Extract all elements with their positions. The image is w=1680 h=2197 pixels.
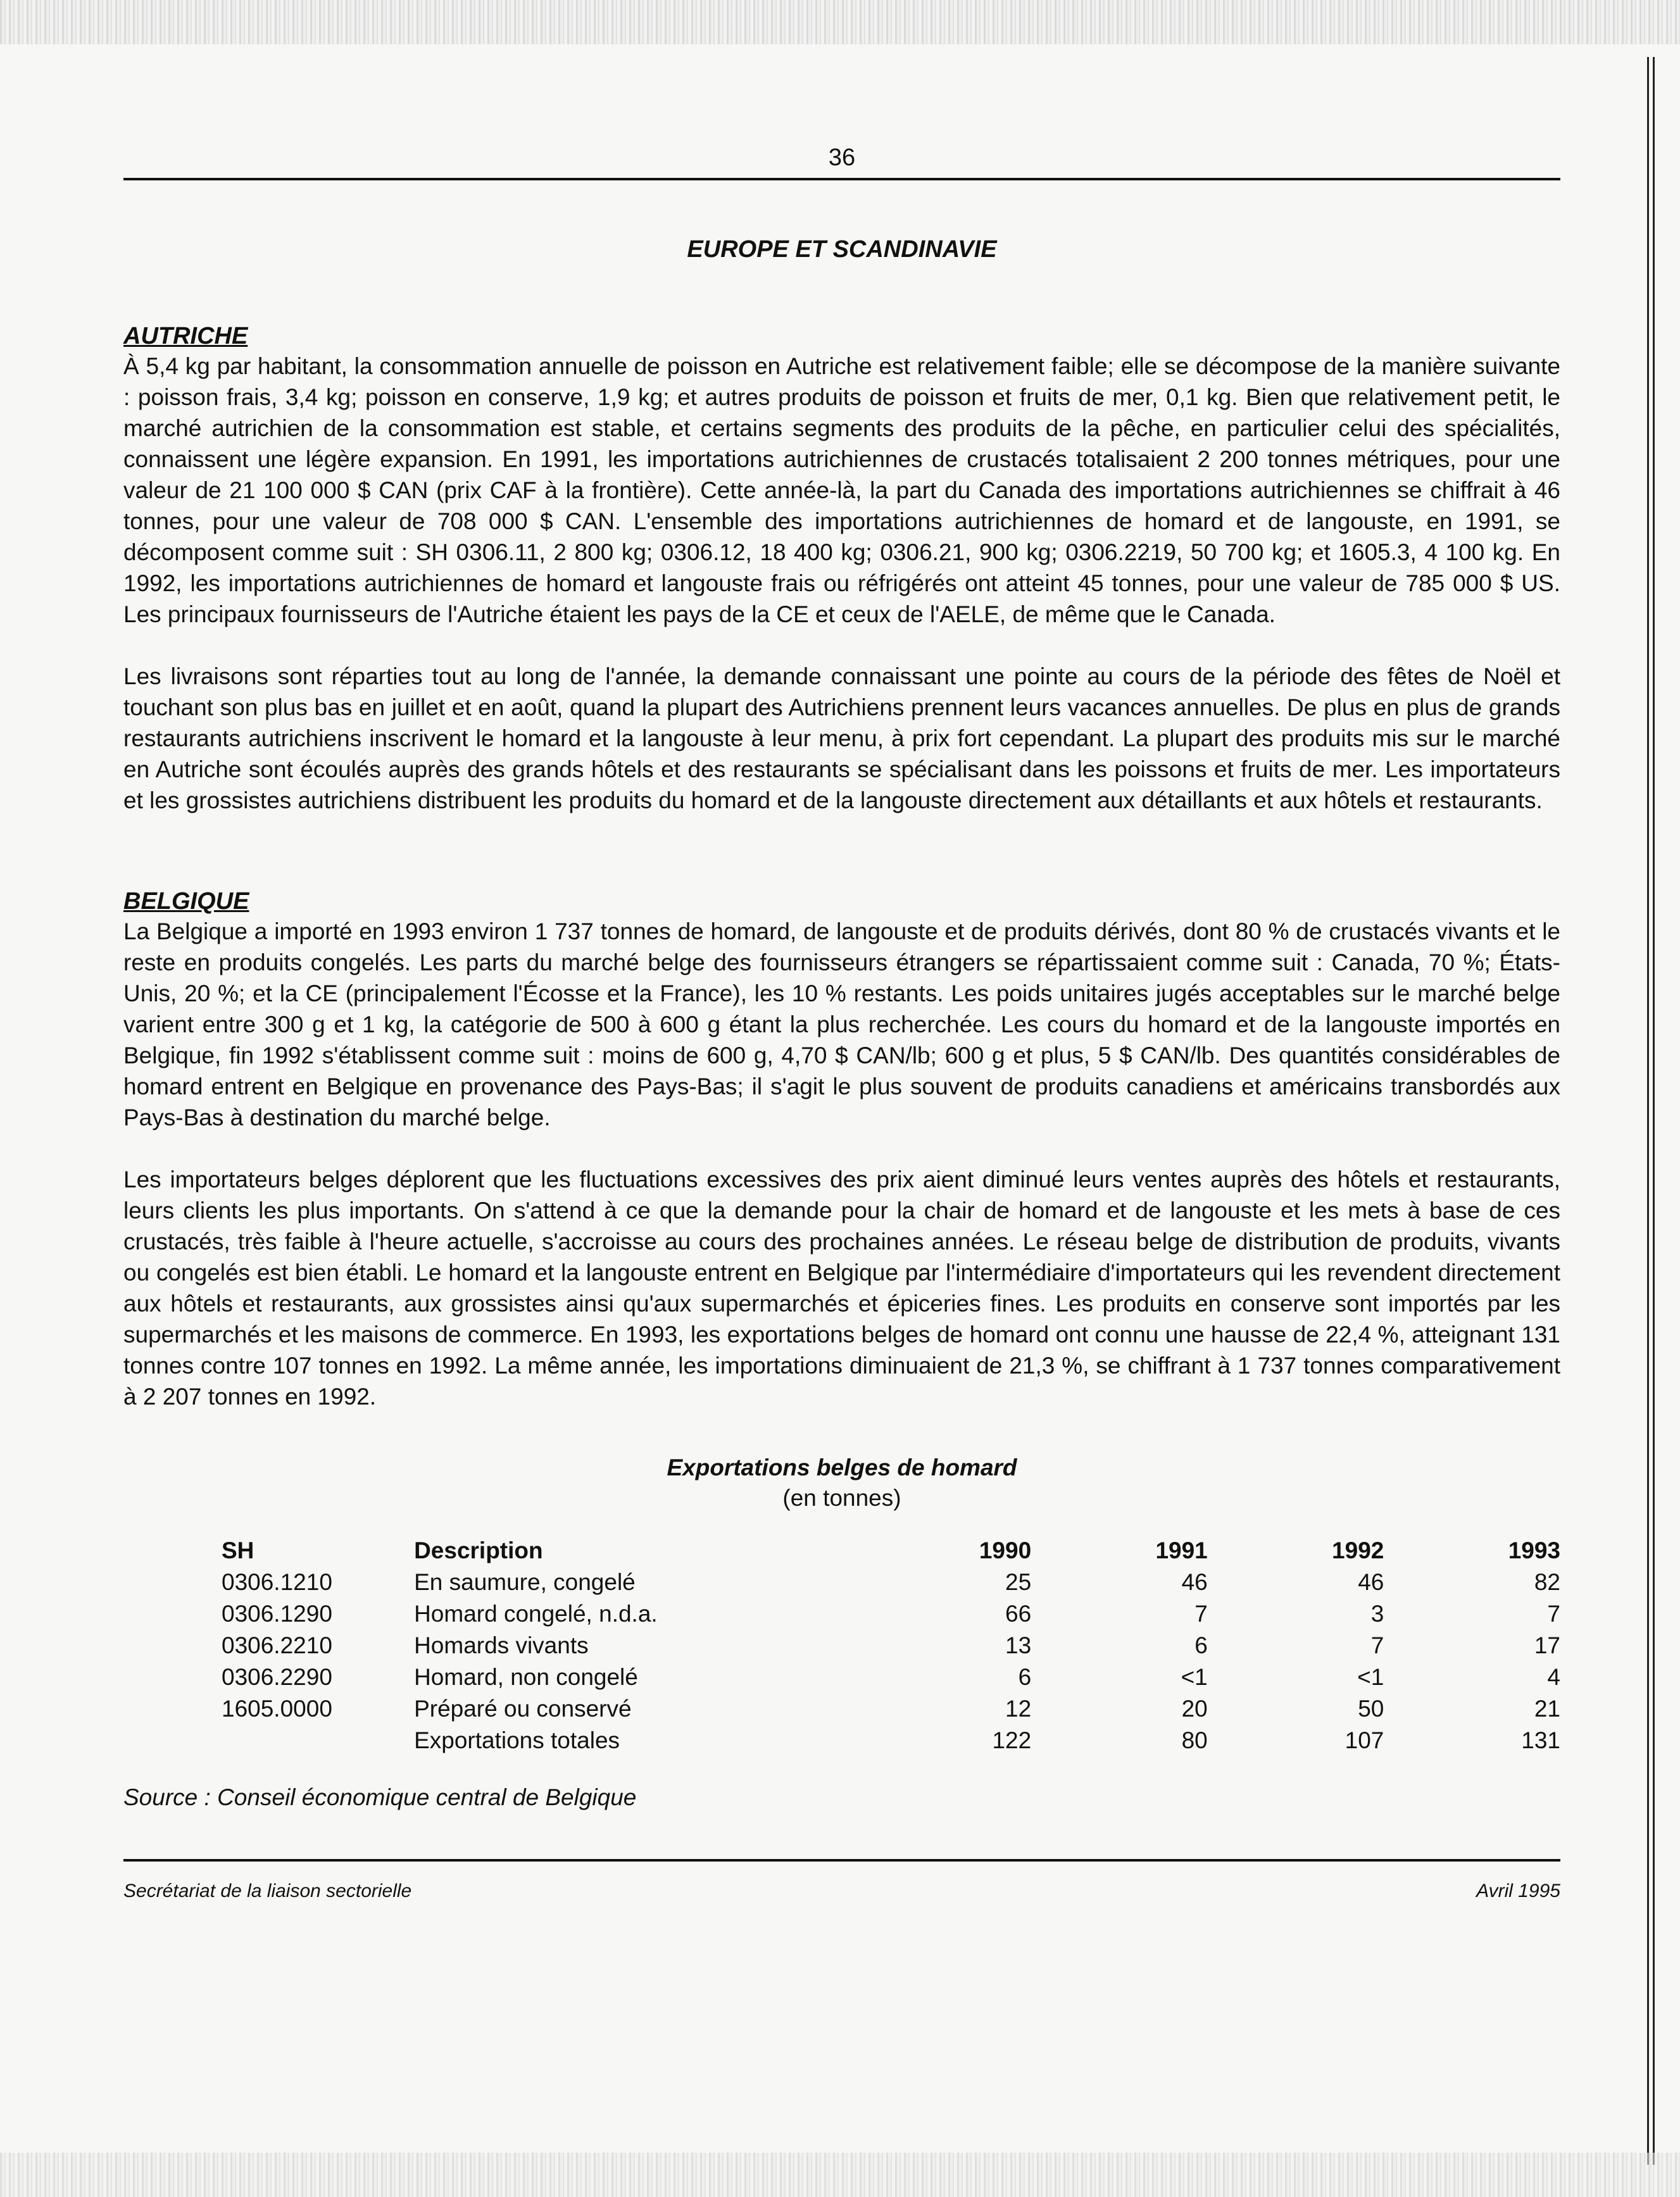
- cell-1993: 131: [1521, 1727, 1560, 1753]
- table-row: [123, 1662, 1560, 1693]
- col-header-1990: 1990: [979, 1537, 1032, 1563]
- cell-description: Exportations totales: [414, 1727, 620, 1753]
- belgium-heading: BELGIQUE: [123, 888, 249, 915]
- scan-edge-top: [0, 0, 1680, 44]
- table-total-row: [123, 1725, 1560, 1756]
- cell-description: Homard congelé, n.d.a.: [414, 1601, 658, 1627]
- col-header-1993: 1993: [1508, 1537, 1560, 1563]
- table-source: Source : Conseil économique central de Belgique: [123, 1784, 637, 1810]
- cell-1992: 50: [1358, 1696, 1384, 1722]
- austria-heading: AUTRICHE: [123, 323, 248, 349]
- cell-description: Homard, non congelé: [414, 1664, 638, 1690]
- cell-1990: 25: [1005, 1569, 1032, 1595]
- page-footer: [123, 1881, 1560, 1902]
- table-row: [123, 1567, 1560, 1598]
- cell-description: Homards vivants: [414, 1632, 589, 1658]
- binder-edge: [1647, 57, 1655, 2165]
- scan-edge-bottom: [0, 2153, 1680, 2197]
- austria-paragraph-2: Les livraisons sont réparties tout au long de l'année, la demande connaissant une pointe au cours de la période des fêtes de Noël et touchant son plus bas en juillet et en août, quand la plupart des Autrichiens prennent leurs vacances annuelles. De plus en plus de grands restaurants autrichiens inscrivent le homard et la langouste à leur menu, à prix fort cependant. La plupart des produits mis sur le marché en Autriche sont écoulés auprès des grands hôtels et des restaurants se spécialisant dans les poissons et fruits de mer. Les importateurs et les grossistes autrichiens distribuent les produits du homard et de la langouste directement aux détaillants et aux hôtels et restaurants.: [123, 663, 1560, 813]
- table-unit: (en tonnes): [782, 1485, 901, 1511]
- cell-1993: 7: [1547, 1601, 1560, 1627]
- cell-1991: 80: [1181, 1727, 1208, 1753]
- cell-1991: 7: [1194, 1601, 1208, 1627]
- cell-1990: 6: [1018, 1664, 1032, 1690]
- cell-1991: 20: [1181, 1696, 1208, 1722]
- col-header-1991: 1991: [1155, 1537, 1208, 1563]
- cell-1993: 17: [1534, 1632, 1560, 1658]
- page-number: 36: [828, 144, 856, 171]
- col-header-description: Description: [414, 1537, 543, 1563]
- table-row: [123, 1598, 1560, 1630]
- cell-1992: 3: [1370, 1601, 1384, 1627]
- table-header-row: [123, 1535, 1560, 1567]
- cell-1990: 13: [1005, 1632, 1032, 1658]
- cell-1991: 46: [1181, 1569, 1208, 1595]
- austria-paragraph-1: À 5,4 kg par habitant, la consommation annuelle de poisson en Autriche est relativement faible; elle se décompose de la manière suivante : poisson frais, 3,4 kg; poisson en conserve, 1,9 kg; et autres produits de poisson et fruits de mer, 0,1 kg. Bien que relativement petit, le marché autrichien de la consommation est stable, et certains segments des produits de la pêche, en particulier celui des spécialités, connaissent une légère expansion. En 1991, les importations autrichiennes de crustacés totalisaient 2 200 tonnes métriques, pour une valeur de 21 100 000 $ CAN (prix CAF à la frontière). Cette année-là, la part du Canada des importations autrichiennes se chiffrait à 46 tonnes, pour une valeur de 708 000 $ CAN. L'ensemble des importations autrichiennes de homard et de langouste, en 1991, se décomposent comme suit : SH 0306.11, 2 800 kg; 0306.12, 18 400 kg; 0306.21, 900 kg; 0306.2219, 50 700 kg; et 1605.3, 4 100 kg. En 1992, les importations autrichiennes de homard et langouste frais ou réfrigérés ont atteint 45 tonnes, pour une valeur de 785 000 $ US. Les principaux fournisseurs de l'Autriche étaient les pays de la CE et ceux de l'AELE, de même que le Canada.: [123, 353, 1560, 627]
- cell-1991: <1: [1181, 1664, 1208, 1690]
- header-rule: [123, 178, 1560, 180]
- footer-rule: [123, 1859, 1560, 1862]
- cell-sh: 0306.2210: [222, 1632, 332, 1658]
- table-title: Exportations belges de homard: [667, 1455, 1017, 1480]
- footer-right: Avril 1995: [1476, 1881, 1560, 1901]
- table-caption: [123, 1453, 1560, 1513]
- cell-1993: 21: [1534, 1696, 1560, 1722]
- belgium-paragraph-1: La Belgique a importé en 1993 environ 1 737 tonnes de homard, de langouste et de produits dérivés, dont 80 % de crustacés vivants et le reste en produits congelés. Les parts du marché belge des fournisseurs étrangers se répartissaient comme suit : Canada, 70 %; États-Unis, 20 %; et la CE (principalement l'Écosse et la France), les 10 % restants. Les poids unitaires jugés acceptables sur le marché belge varient entre 300 g et 1 kg, la catégorie de 500 à 600 g étant la plus recherchée. Les cours du homard et de la langouste importés en Belgique, fin 1992 s'établissent comme suit : moins de 600 g, 4,70 $ CAN/lb; 600 g et plus, 5 $ CAN/lb. Des quantités considérables de homard entrent en Belgique en provenance des Pays-Bas; il s'agit le plus souvent de produits canadiens et américains transbordés aux Pays-Bas à destination du marché belge.: [123, 918, 1560, 1130]
- exports-table: [123, 1535, 1560, 1756]
- cell-1992: 46: [1358, 1569, 1384, 1595]
- cell-1992: <1: [1357, 1664, 1384, 1690]
- table-row: [123, 1693, 1560, 1725]
- belgium-paragraph-2: Les importateurs belges déplorent que les fluctuations excessives des prix aient diminué leurs ventes auprès des hôtels et restaurants, leurs clients les plus importants. On s'attend à ce que la demande pour la chair de homard et de langouste et les mets à base de ces crustacés, très faible à l'heure actuelle, s'accroisse au cours des prochaines années. Le réseau belge de distribution de produits, vivants ou congelés est bien établi. Le homard et la langouste entrent en Belgique par l'intermédiaire d'importateurs qui les revendent directement aux hôtels et restaurants, aux grossistes ainsi qu'aux supermarchés et épiceries fines. Les produits en conserve sont importés par les supermarchés et les maisons de commerce. En 1993, les exportations belges de homard ont connu une hausse de 22,4 %, atteignant 131 tonnes contre 107 tonnes en 1992. La même année, les importations diminuaient de 21,3 %, se chiffrant à 1 737 tonnes comparativement à 2 207 tonnes en 1992.: [123, 1167, 1560, 1410]
- footer-left: Secrétariat de la liaison sectorielle: [123, 1881, 412, 1901]
- cell-sh: [123, 1725, 414, 1756]
- cell-description: Préparé ou conservé: [414, 1696, 632, 1722]
- cell-sh: 0306.1290: [222, 1601, 332, 1627]
- cell-description: En saumure, congelé: [414, 1569, 636, 1595]
- cell-1993: 4: [1547, 1664, 1560, 1690]
- cell-1993: 82: [1534, 1569, 1560, 1595]
- col-header-1992: 1992: [1332, 1537, 1384, 1563]
- col-header-sh: SH: [222, 1537, 254, 1563]
- cell-1991: 6: [1194, 1632, 1208, 1658]
- cell-1992: 107: [1345, 1727, 1384, 1753]
- cell-1992: 7: [1370, 1632, 1384, 1658]
- cell-sh: 0306.1210: [222, 1569, 332, 1595]
- document-page: [123, 133, 1560, 1902]
- cell-1990: 122: [992, 1727, 1032, 1753]
- table-row: [123, 1630, 1560, 1662]
- cell-1990: 12: [1005, 1696, 1032, 1722]
- cell-sh: 0306.2290: [222, 1664, 332, 1690]
- cell-1990: 66: [1005, 1601, 1032, 1627]
- section-title: EUROPE ET SCANDINAVIE: [687, 236, 997, 263]
- cell-sh: 1605.0000: [222, 1696, 332, 1722]
